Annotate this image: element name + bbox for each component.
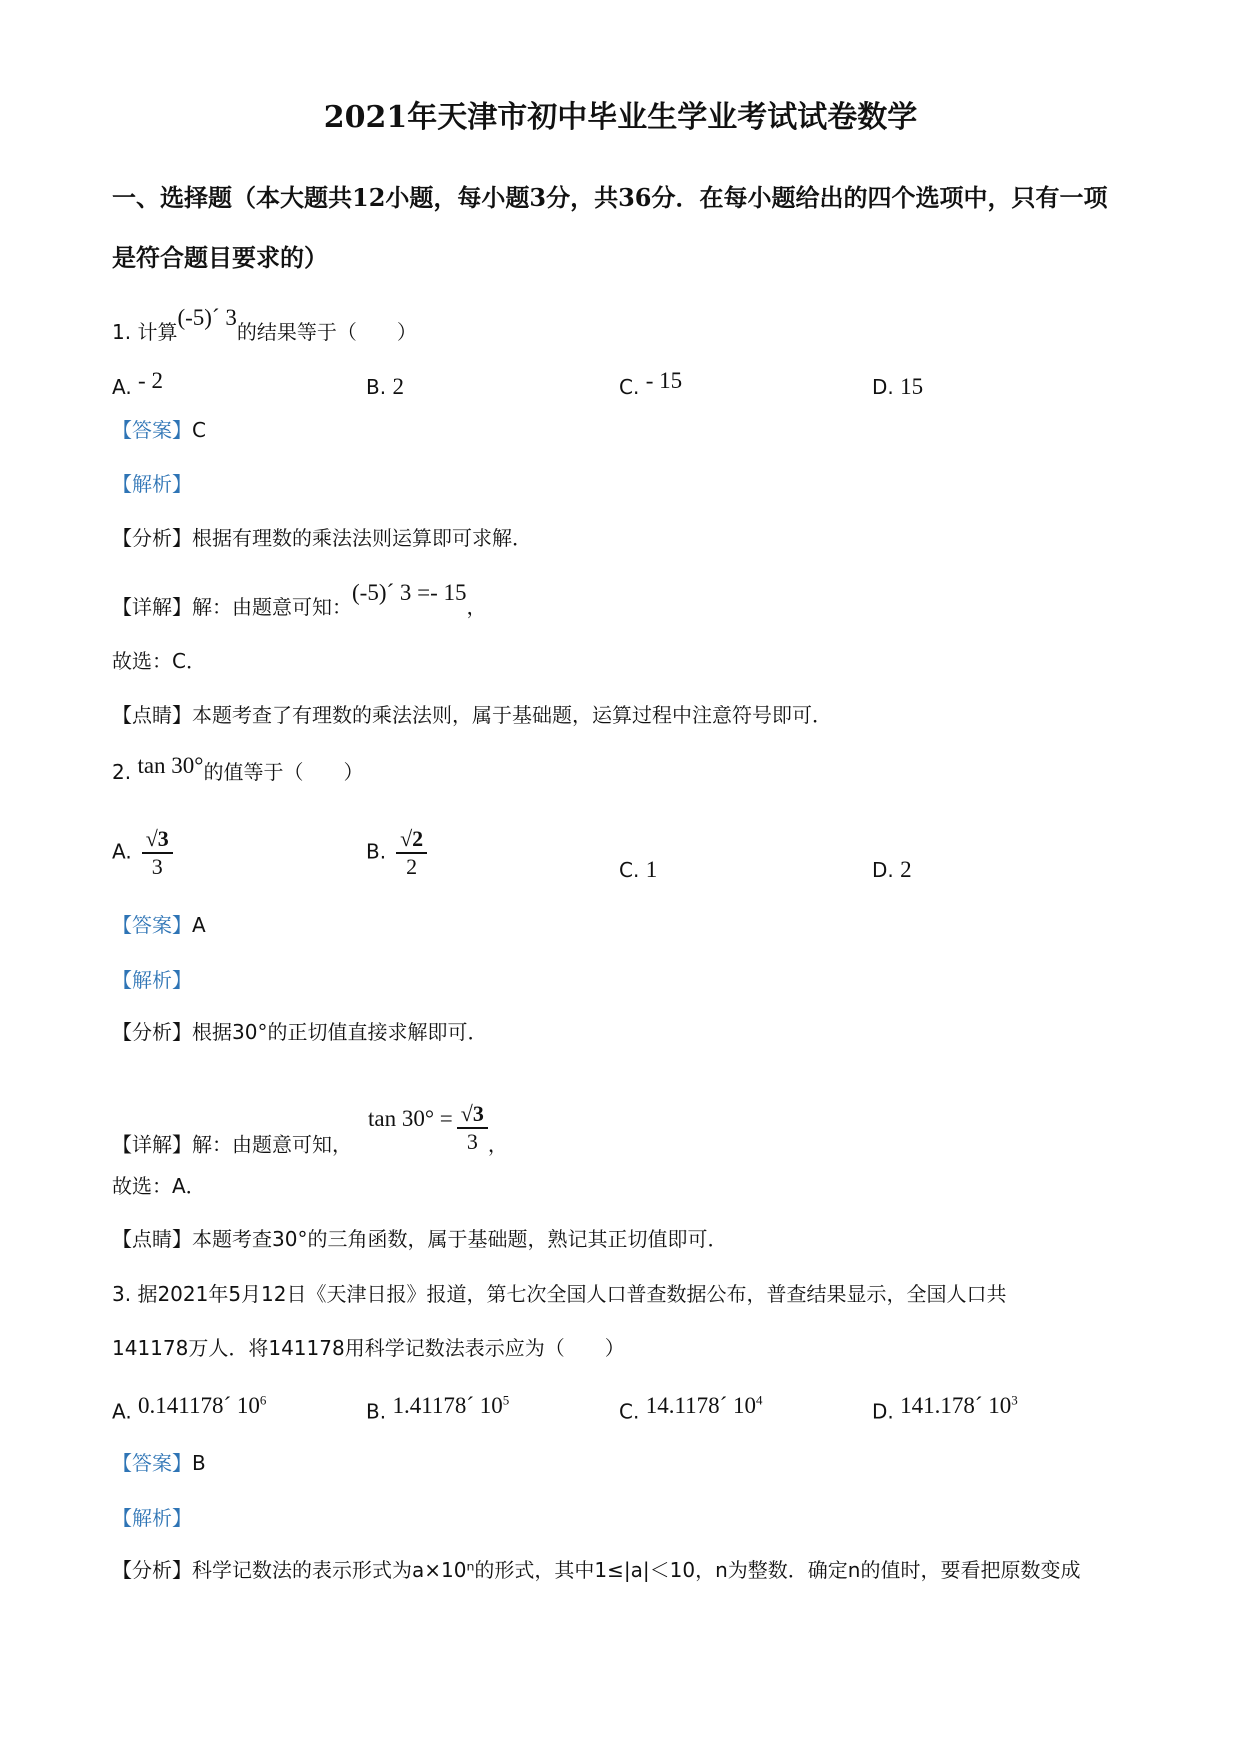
section-heading: 一、选择题（本大题共12小题，每小题3分，共36分．在每小题给出的四个选项中，只有一项 (112, 183, 1108, 212)
q3-answer: 【答案】B (112, 1451, 206, 1475)
q1-suffix: 的结果等于（ ） (236, 320, 417, 344)
question-3-cont: 141178万人．将141178用科学记数法表示应为（ ） (112, 1336, 625, 1360)
q2-guxuan: 故选：A． (112, 1174, 206, 1198)
q3-option-c: C. 14.1178´ $10^4$ (619, 1392, 763, 1424)
q2-dianjing: 【点睛】本题考查30°的三角函数，属于基础题，熟记其正切值即可． (112, 1227, 728, 1251)
q1-guxuan: 故选：C． (112, 649, 206, 673)
q2-option-c: C. 1 (619, 857, 658, 882)
q1-jiexi-label: 【解析】 (112, 472, 192, 496)
q1-option-b: B. 2 (366, 374, 404, 399)
q2-xiangjie: 【详解】解：由题意可知，tan 30° = $\frac{√3}{3}$ ， (112, 1101, 508, 1157)
q2-option-b: B. $\frac{√2}{2}$ (366, 826, 427, 880)
q2-option-d: D. 2 (872, 857, 912, 882)
q2-option-a: A. $\frac{√3}{3}$ (112, 826, 173, 880)
question-2: 2. tan 30°的值等于（ ） (112, 753, 364, 784)
q1-dianjing: 【点睛】本题考查了有理数的乘法法则，属于基础题，运算过程中注意符号即可． (112, 703, 832, 727)
q1-fenxi: 【分析】根据有理数的乘法法则运算即可求解． (112, 526, 532, 550)
q2-answer: 【答案】A (112, 913, 206, 937)
q2-jiexi-label: 【解析】 (112, 968, 192, 992)
q3-option-d: D. 141.178´ $10^3$ (872, 1392, 1018, 1424)
q1-math: (-5)´ 3 (177, 305, 237, 330)
q2-fenxi: 【分析】根据30°的正切值直接求解即可． (112, 1020, 488, 1044)
q1-option-d: D. 15 (872, 374, 924, 399)
question-3: 3. 据2021年5月12日《天津日报》报道，第七次全国人口普查数据公布，普查结果显示，全国人口共 (112, 1282, 1007, 1306)
q1-option-c: C. - 15 (619, 368, 683, 399)
q1-answer: 【答案】C (112, 418, 206, 442)
section-heading-cont: 是符合题目要求的） (112, 243, 328, 272)
q1-xiangjie: 【详解】解：由题意可知：(-5)´ 3 =- 15， (112, 580, 487, 619)
question-1 (112, 305, 417, 346)
q3-option-b: B. 1.41178´ $10^5$ (366, 1392, 510, 1424)
q1-prefix: 1. 计算 (112, 320, 178, 344)
page-title: 2021年天津市初中毕业生学业考试试卷数学 (323, 100, 918, 135)
q3-fenxi: 【分析】科学记数法的表示形式为a×10ⁿ的形式，其中1≤|a|＜10，n为整数．确定n的值时，要看把原数变成 (112, 1558, 1081, 1582)
q1-option-a: A. - 2 (112, 368, 163, 399)
q3-jiexi-label: 【解析】 (112, 1506, 192, 1530)
q3-option-a: A. 0.141178´ $10^6$ (112, 1392, 267, 1424)
